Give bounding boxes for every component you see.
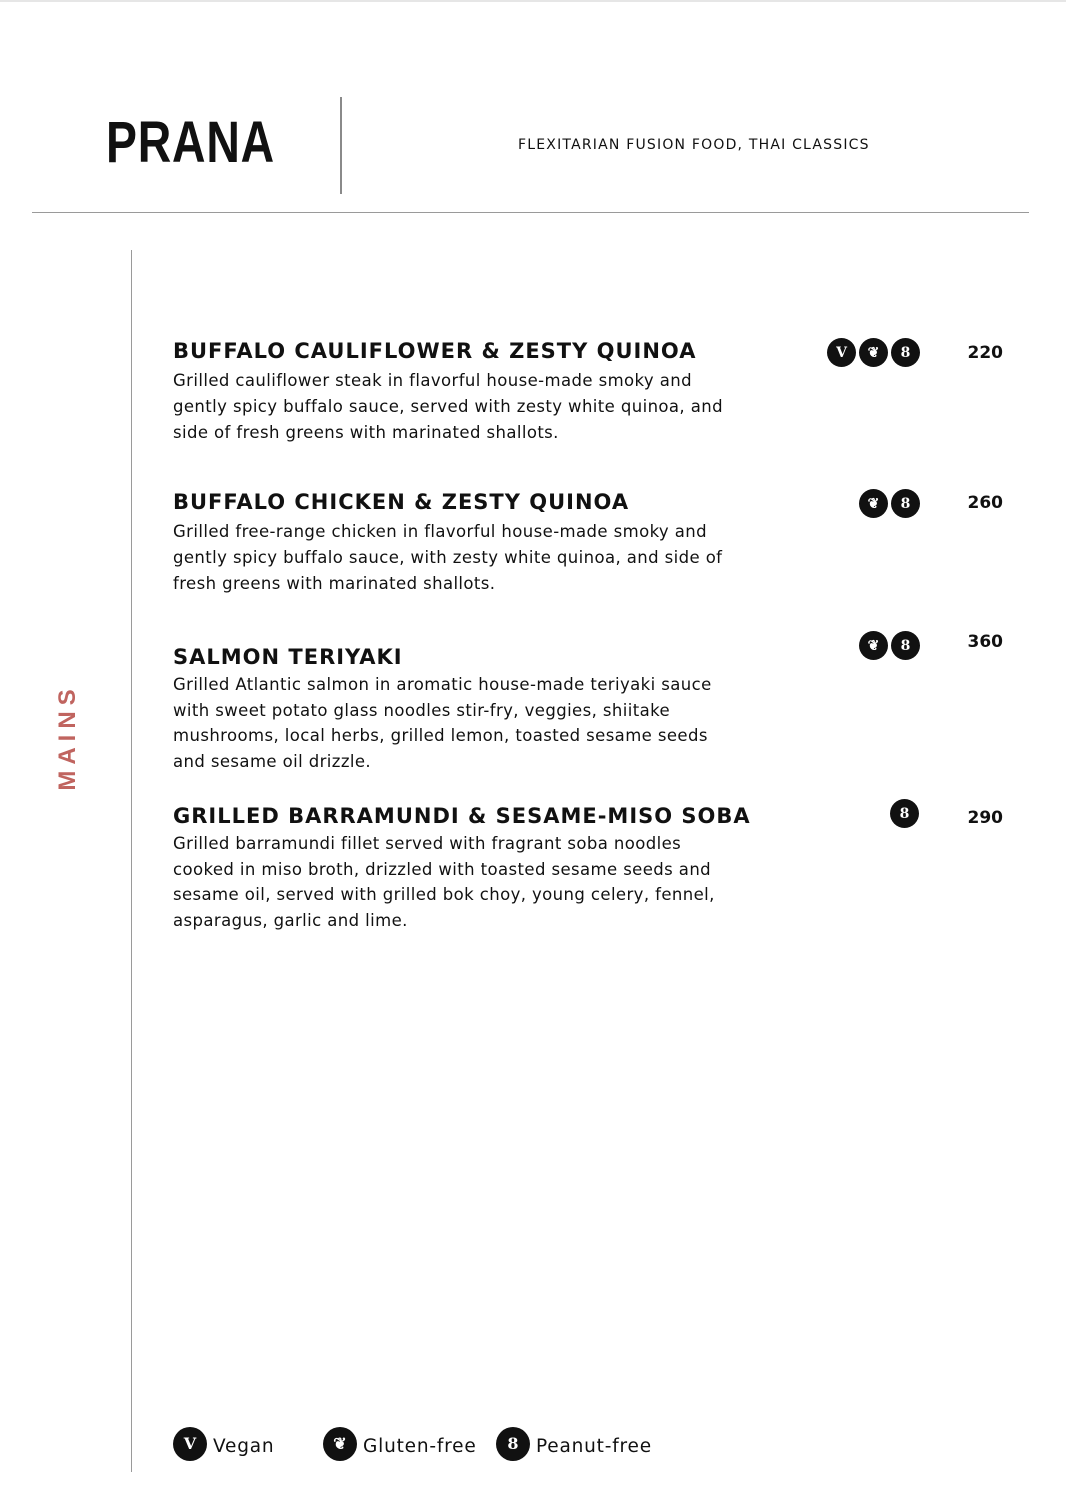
item-description: Grilled barramundi fillet served with fragrant soba noodles cooked in miso broth, drizzled with toasted sesame seeds and sesame oil, served with grilled bok choy, young celery, fennel, asparagus, garlic and lime. [173, 834, 715, 930]
item-description: Grilled Atlantic salmon in aromatic house-made teriyaki sauce with sweet potato glass noodles stir-fry, veggies, shiitake mushrooms, local herbs, grilled lemon, toasted sesame seeds and sesame oil drizzle. [173, 675, 712, 771]
vegan-icon: V [827, 338, 856, 367]
diet-legend [173, 1424, 733, 1460]
item-diet-icons [890, 799, 919, 828]
item-price: 260 [967, 493, 1003, 513]
legend-entry-gluten-free [323, 1424, 477, 1464]
gluten-free-icon: ❦ [859, 489, 888, 518]
peanut-free-icon: 8 [496, 1427, 530, 1461]
legend-entry-peanut-free [496, 1424, 652, 1464]
gluten-free-icon: ❦ [859, 631, 888, 660]
peanut-free-icon: 8 [891, 338, 920, 367]
item-description: Grilled free-range chicken in flavorful house-made smoky and gently spicy buffalo sauce, with zesty white quinoa, and side of fresh greens with marinated shallots. [173, 522, 723, 593]
header-divider [340, 97, 342, 194]
peanut-free-icon: 8 [891, 631, 920, 660]
header-rule [32, 212, 1029, 213]
item-price: 360 [967, 632, 1003, 652]
top-edge-rule [0, 0, 1066, 2]
item-diet-icons [859, 631, 920, 660]
item-name: SALMON TERIYAKI [173, 645, 403, 669]
item-name: BUFFALO CAULIFLOWER & ZESTY QUINOA [173, 339, 697, 363]
legend-label: Peanut-free [536, 1436, 652, 1457]
brand-logo: PRANA [106, 110, 275, 175]
item-price: 290 [967, 808, 1003, 828]
item-name: BUFFALO CHICKEN & ZESTY QUINOA [173, 490, 630, 514]
section-label: MAINS [54, 683, 81, 791]
item-price: 220 [967, 343, 1003, 363]
legend-entry-vegan [173, 1424, 274, 1464]
item-diet-icons [859, 489, 920, 518]
peanut-free-icon: 8 [891, 489, 920, 518]
vegan-icon: V [173, 1427, 207, 1461]
legend-label: Gluten-free [363, 1436, 477, 1457]
gluten-free-icon: ❦ [859, 338, 888, 367]
item-description: Grilled cauliflower steak in flavorful house-made smoky and gently spicy buffalo sauce, served with zesty white quinoa, and side of fresh greens with marinated shallots. [173, 371, 723, 442]
brand-tagline: FLEXITARIAN FUSION FOOD, THAI CLASSICS [518, 137, 870, 153]
item-name: GRILLED BARRAMUNDI & SESAME-MISO SOBA [173, 804, 751, 828]
peanut-free-icon: 8 [890, 799, 919, 828]
gluten-free-icon: ❦ [323, 1427, 357, 1461]
item-diet-icons [827, 338, 920, 367]
legend-label: Vegan [213, 1436, 275, 1457]
section-rule [131, 250, 132, 1472]
